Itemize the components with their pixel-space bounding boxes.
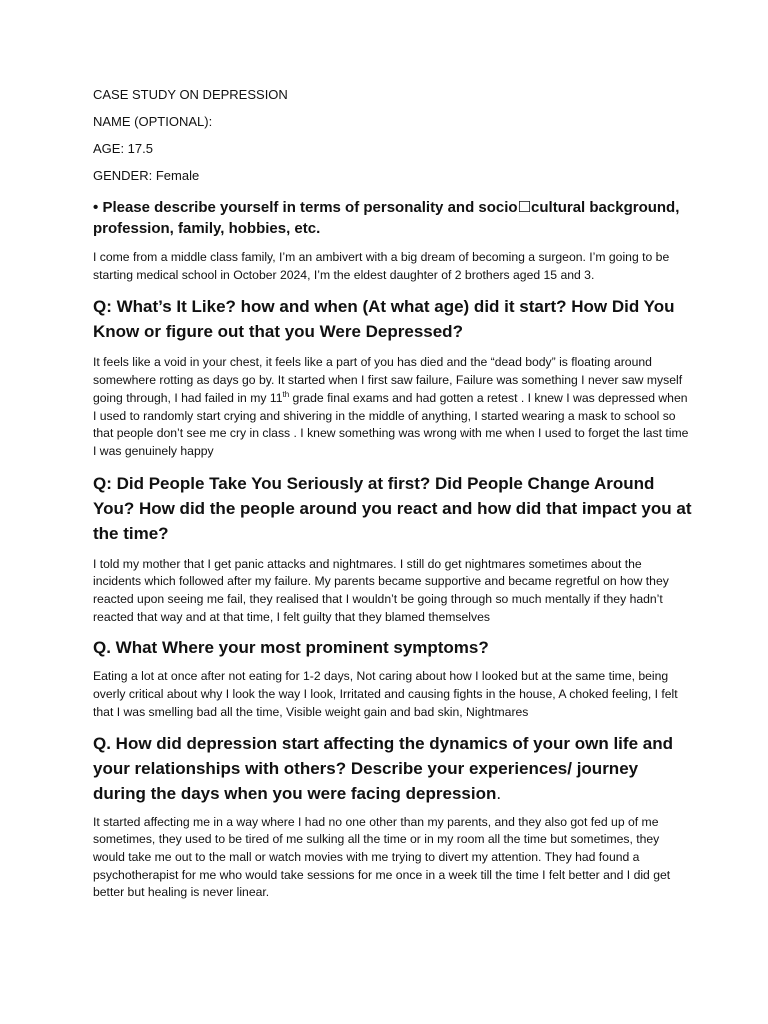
answer-4: It started affecting me in a way where I had no one other than my parents, and they also got fed up of me sometimes, they used to be tired of me sulking all the time or in my room all the time but sometimes, they would take me out to the mall or watch movies with me trying to divert my attention. They had found a psychotherapist for me who would take sessions for me once in a week till the time I felt better and I did get better but healing is never linear. [93, 814, 671, 900]
question-4-text: Q. How did depression start affecting the dynamics of your own life and your relationships with others? Describe your experiences/ journey during the days when you were facing depression [93, 733, 673, 803]
answer-2: I told my mother that I get panic attacks and nightmares. I still do get nightmares sometimes about the incidents which followed after my failure. My parents became supportive and became regretful on how they reacted upon seeing me fail, they realised that I wouldn’t be going through so much mentally if they hadn’t reacted that way and at that time, I felt guilty that they blamed themselves [93, 556, 669, 624]
question-3: Q. What Where your most prominent symptoms? [93, 638, 489, 658]
document-body [93, 86, 693, 902]
question-1: Q: What’s It Like? how and when (At what age) did it start? How Did You Know or figure out that you Were Depressed? [93, 297, 675, 342]
gender-field: GENDER: Female [93, 168, 200, 183]
intro-question [93, 197, 693, 239]
question-4-period: . [496, 783, 502, 803]
bullet-marker: • [93, 199, 99, 216]
name-field: NAME (OPTIONAL): [93, 114, 213, 129]
ordinal-suffix: th [282, 389, 290, 399]
answer-3: Eating a lot at once after not eating for 1-2 days, Not caring about how I looked but at the same time, being overly critical about why I look the way I look, Irritated and causing fights in the house, A choked feeling, I felt that I was smelling bad all the time, Visible weight gain and bad skin, Nightmares [93, 669, 678, 719]
question-4 [93, 731, 693, 806]
intro-answer: I come from a middle class family, I’m an ambivert with a big dream of becoming a surgeon. I’m going to be starting medical school in October 2024, I’m the eldest daughter of 2 brothers aged 15 and 3. [93, 250, 670, 282]
answer-1 [93, 354, 693, 460]
question-2: Q: Did People Take You Seriously at first? Did People Change Around You? How did the people around you react and how did that impact you at the time? [93, 473, 692, 543]
age-field: AGE: 17.5 [93, 141, 153, 156]
answer-1-part1: It feels like a void in your chest, it feels like a part of you has died and the “dead body” is floating around somewhere rotting as days go by. It started when I first saw failure, Failure was something I never saw myself going through, I had failed in my 11 [93, 355, 683, 405]
intro-question-text: Please describe yourself in terms of personality and socio☐cultural background, profession, family, hobbies, etc. [93, 199, 680, 237]
answer-1-part2: grade final exams and had gotten a retest . I knew I was depressed when I used to randomly start crying and shivering in the middle of anything, I started wearing a mask to school so that people don’t see me cry in class . I knew something was wrong with me when I used to forget the last time I was genuinely happy [93, 390, 689, 458]
document-title: CASE STUDY ON DEPRESSION [93, 87, 288, 102]
